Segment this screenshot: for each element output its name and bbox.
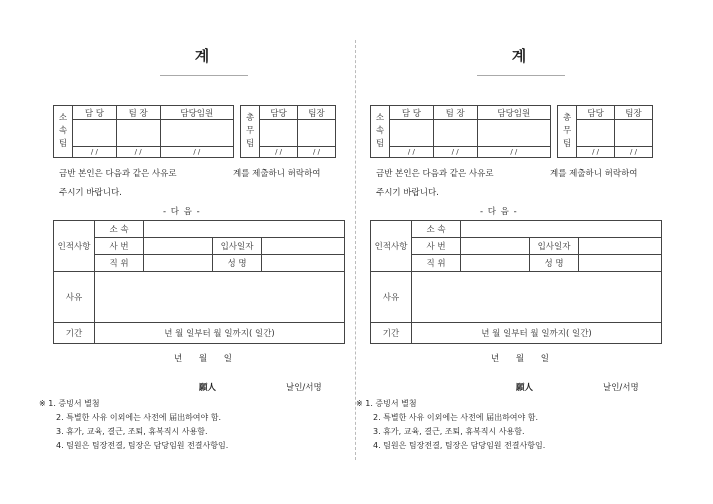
intro-line-1: 금반 본인은 다음과 같은 사유로 계를 제출하니 허락하여 bbox=[59, 169, 321, 179]
date-slash: / / bbox=[615, 147, 653, 158]
details-table bbox=[53, 220, 345, 344]
sign-box[interactable] bbox=[160, 120, 234, 147]
intro-line-2: 주시기 바랍니다. bbox=[376, 188, 439, 198]
seal-label: 날인/서명 bbox=[603, 383, 639, 393]
join-date-field[interactable] bbox=[579, 238, 662, 255]
date-slash: / / bbox=[298, 147, 336, 158]
intro-line-1: 금반 본인은 다음과 같은 사유로 계를 제출하니 허락하여 bbox=[376, 169, 638, 179]
affiliation-field[interactable] bbox=[461, 221, 662, 238]
date-slash: / / bbox=[433, 147, 477, 158]
notes-list bbox=[39, 397, 228, 453]
date-slash: / / bbox=[390, 147, 434, 158]
col-ga-manager: 담당 bbox=[260, 106, 298, 120]
position-field[interactable] bbox=[144, 255, 213, 272]
note-item: 3. 휴가, 교육, 결근, 조퇴, 휴복직시 사용함. bbox=[56, 427, 208, 436]
position-label: 직 위 bbox=[95, 255, 144, 272]
leave-form-right bbox=[356, 0, 670, 504]
date-slash: / / bbox=[73, 147, 117, 158]
affiliation-label: 소 속 bbox=[412, 221, 461, 238]
personnel-label: 인적사항 bbox=[371, 221, 412, 272]
intro-line-2: 주시기 바랍니다. bbox=[59, 188, 122, 198]
form-title: 계 bbox=[194, 47, 212, 65]
sign-box[interactable] bbox=[433, 120, 477, 147]
leave-form-left bbox=[39, 0, 353, 504]
col-executive: 담당임원 bbox=[477, 106, 551, 120]
notes-list bbox=[356, 397, 545, 453]
dept-team-label: 소 속 팀 bbox=[54, 106, 73, 158]
reason-field[interactable] bbox=[412, 272, 662, 323]
join-date-field[interactable] bbox=[262, 238, 345, 255]
title-underline bbox=[160, 75, 248, 76]
position-field[interactable] bbox=[461, 255, 530, 272]
reason-field[interactable] bbox=[95, 272, 345, 323]
col-ga-manager: 담당 bbox=[577, 106, 615, 120]
name-field[interactable] bbox=[262, 255, 345, 272]
position-label: 직 위 bbox=[412, 255, 461, 272]
date-slash: / / bbox=[477, 147, 551, 158]
sign-box[interactable] bbox=[477, 120, 551, 147]
date-slash: / / bbox=[116, 147, 160, 158]
name-label: 성 명 bbox=[213, 255, 262, 272]
approval-table bbox=[53, 105, 336, 158]
note-item: 4. 팀원은 팀장전결, 팀장은 담당임원 전결사항임. bbox=[373, 441, 546, 450]
name-field[interactable] bbox=[579, 255, 662, 272]
details-table bbox=[370, 220, 662, 344]
col-ga-lead: 팀장 bbox=[298, 106, 336, 120]
col-team-lead: 팀 장 bbox=[116, 106, 160, 120]
reason-label: 사유 bbox=[371, 272, 412, 323]
form-title: 계 bbox=[511, 47, 529, 65]
join-date-label: 입사일자 bbox=[213, 238, 262, 255]
note-item: 2. 특별한 사유 이외에는 사전에 届出하여야 함. bbox=[56, 413, 222, 422]
note-item: ※ 1. 증빙서 별첨 bbox=[39, 399, 100, 408]
sign-box[interactable] bbox=[116, 120, 160, 147]
col-manager: 담 당 bbox=[390, 106, 434, 120]
note-item: 4. 팀원은 팀장전결, 팀장은 담당임원 전결사항임. bbox=[56, 441, 229, 450]
period-label: 기간 bbox=[54, 323, 95, 344]
col-team-lead: 팀 장 bbox=[433, 106, 477, 120]
personnel-label: 인적사항 bbox=[54, 221, 95, 272]
note-item: ※ 1. 증빙서 별첨 bbox=[356, 399, 417, 408]
affiliation-field[interactable] bbox=[144, 221, 345, 238]
sign-box[interactable] bbox=[577, 120, 615, 147]
employee-no-label: 사 번 bbox=[412, 238, 461, 255]
employee-no-label: 사 번 bbox=[95, 238, 144, 255]
sign-box[interactable] bbox=[298, 120, 336, 147]
seal-label: 날인/서명 bbox=[286, 383, 322, 393]
sign-box[interactable] bbox=[260, 120, 298, 147]
employee-no-field[interactable] bbox=[144, 238, 213, 255]
date-line: 년 월 일 bbox=[173, 354, 233, 364]
reason-label: 사유 bbox=[54, 272, 95, 323]
name-label: 성 명 bbox=[530, 255, 579, 272]
affiliation-label: 소 속 bbox=[95, 221, 144, 238]
sign-box[interactable] bbox=[390, 120, 434, 147]
date-slash: / / bbox=[577, 147, 615, 158]
period-field[interactable]: 년 월 일부터 월 일까지( 일간) bbox=[95, 323, 345, 344]
note-item: 2. 특별한 사유 이외에는 사전에 届出하여야 함. bbox=[373, 413, 539, 422]
col-manager: 담 당 bbox=[73, 106, 117, 120]
date-slash: / / bbox=[160, 147, 234, 158]
sign-box[interactable] bbox=[615, 120, 653, 147]
join-date-label: 입사일자 bbox=[530, 238, 579, 255]
col-executive: 담당임원 bbox=[160, 106, 234, 120]
period-field[interactable]: 년 월 일부터 월 일까지( 일간) bbox=[412, 323, 662, 344]
next-heading: - 다 음 - bbox=[163, 207, 201, 217]
title-underline bbox=[477, 75, 565, 76]
sign-box[interactable] bbox=[73, 120, 117, 147]
applicant-label: 願人 bbox=[516, 383, 534, 393]
date-line: 년 월 일 bbox=[490, 354, 550, 364]
approval-table bbox=[370, 105, 653, 158]
date-slash: / / bbox=[260, 147, 298, 158]
col-ga-lead: 팀장 bbox=[615, 106, 653, 120]
ga-team-label: 총 무 팀 bbox=[558, 106, 577, 158]
dept-team-label: 소 속 팀 bbox=[371, 106, 390, 158]
period-label: 기간 bbox=[371, 323, 412, 344]
applicant-label: 願人 bbox=[199, 383, 217, 393]
employee-no-field[interactable] bbox=[461, 238, 530, 255]
next-heading: - 다 음 - bbox=[480, 207, 518, 217]
note-item: 3. 휴가, 교육, 결근, 조퇴, 휴복직시 사용함. bbox=[373, 427, 525, 436]
ga-team-label: 총 무 팀 bbox=[241, 106, 260, 158]
